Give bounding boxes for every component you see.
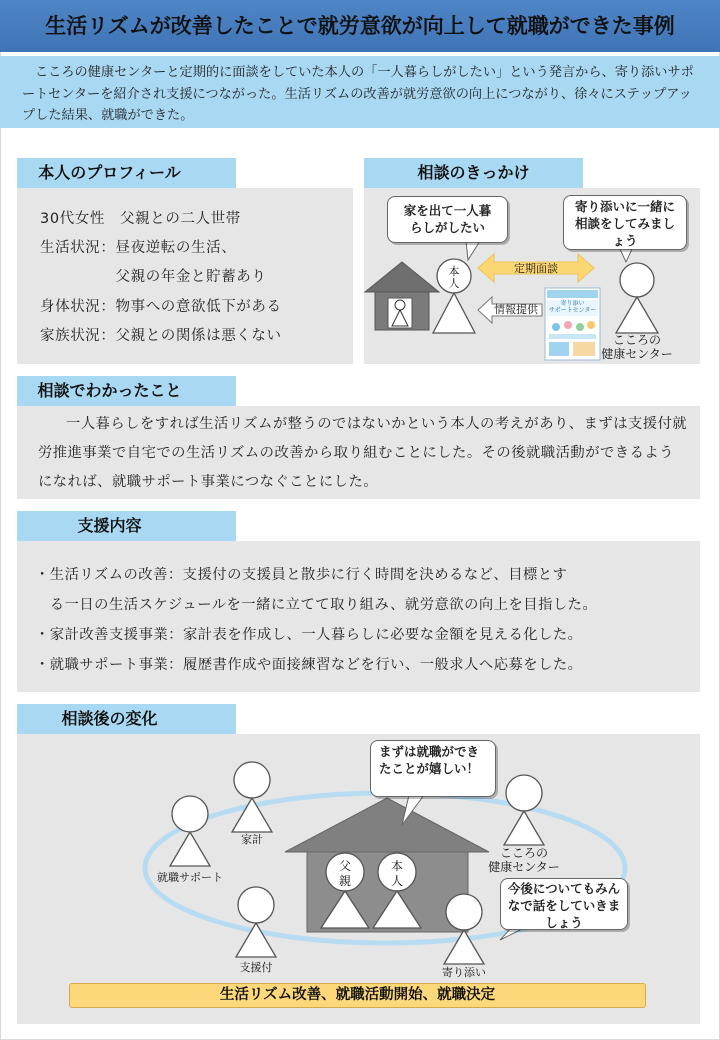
result-bar: 生活リズム改善、就職活動開始、就職決定 [69, 983, 646, 1008]
kokoro-label: こころの [499, 846, 548, 860]
profile-line: 家族状況：父親との関係は悪くない [40, 328, 282, 344]
kokoro-head [506, 775, 542, 811]
after-heading: 相談後の変化 [17, 704, 236, 734]
shushoku-head [172, 796, 208, 832]
after-bubble-self: まずは就職ができたことが嬉しい！ [370, 740, 496, 797]
house-roof [285, 798, 489, 852]
yorisoi-head [446, 894, 482, 930]
flyer-title: サポートセンター [548, 307, 597, 314]
findings-heading: 相談でわかったこと [17, 376, 236, 406]
findings-text: 一人暮らしをすれば生活リズムが整うのではないかという本人の考えがあり、まずは支援付就労推進事業で自宅での生活リズムの改善から取り組むことにした。その後就職活動ができるようになれば、就職サポート事業につなぐことにした。 [38, 416, 688, 490]
shushoku-body [170, 832, 210, 866]
center-label: 健康センター [601, 347, 673, 361]
kokoro-label: 健康センター [488, 860, 560, 874]
kokoro-body [504, 811, 544, 845]
intro-summary: こころの健康センターと定期的に面談をしていた本人の「一人暮らしがしたい」という発言から、寄り添いサポートセンターを紹介され支援につながった。生活リズムの改善が就労意欲の向上につながり、徐々にステップアップした結果、就職ができた。 [0, 56, 720, 128]
info-arrow-label: 情報提供 [494, 303, 538, 316]
support-item: ・就職サポート事業：履歴書作成や面接練習などを行い、一般求人へ応募をした。 [35, 657, 583, 673]
interview-arrow-label: 定期面談 [514, 262, 558, 275]
self-person-label: 本人 [448, 265, 460, 290]
profile-line: 父親の年金と貯蓄あり [40, 269, 267, 285]
support-item: る一日の生活スケジュールを一緒に立てて取り組み、就労意欲の向上を目指した。 [35, 597, 598, 613]
page-title: 生活リズムが改善したことで就労意欲が向上して就職ができた事例 [0, 0, 720, 52]
trigger-heading: 相談のきっかけ [364, 158, 583, 188]
after-bubble-team: 今後についてもみんなで話をしていきましょう [500, 878, 628, 930]
shienzuki-label: 支援付 [239, 961, 273, 974]
kakei-label: 家計 [241, 833, 263, 846]
father-label: 父親 [338, 859, 351, 888]
support-item: ・家計改善支援事業：家計表を作成し、一人暮らしに必要な金額を見える化した。 [35, 627, 583, 643]
trigger-bubble-center: 寄り添いに一緒に相談をしてみましょう [563, 195, 687, 250]
center-label: こころの [612, 333, 661, 347]
support-item: ・生活リズムの改善：支援付の支援員と散歩に行く時間を決めるなど、目標とす [35, 567, 568, 583]
shushoku-label: 就職サポート [157, 871, 223, 884]
flyer-title: 寄り添い [560, 300, 585, 307]
profile-heading: 本人のプロフィール [17, 158, 236, 188]
shienzuki-head [238, 887, 274, 923]
profile-line: 身体状況：物事への意欲低下がある [40, 299, 282, 315]
yorisoi-label: 寄り添い [442, 966, 486, 979]
profile-line: 生活状況：昼夜逆転の生活、 [40, 240, 237, 256]
self-label: 本人 [390, 859, 403, 888]
trigger-bubble-self: 家を出て一人暮らしがしたい [387, 196, 508, 243]
support-heading: 支援内容 [17, 511, 236, 541]
kakei-head [234, 762, 270, 798]
profile-line: 30代女性 父親との二人世帯 [40, 211, 241, 227]
